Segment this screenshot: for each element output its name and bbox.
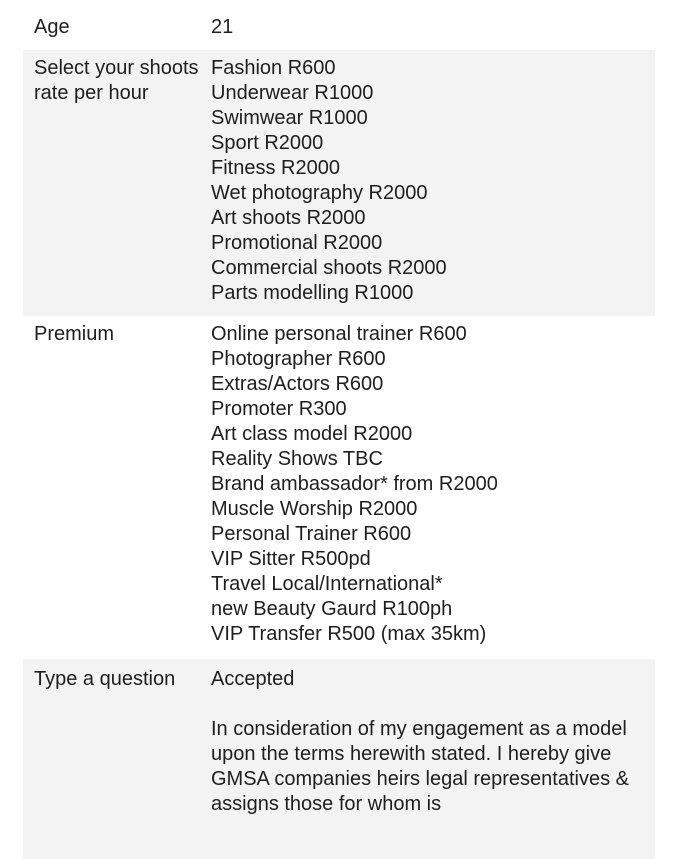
list-item: Muscle Worship R2000 [211,498,418,520]
row-value-age: 21 [211,16,234,38]
row-value-shoot-rates [211,56,655,306]
list-item: Art class model R2000 [211,423,413,445]
row-label-question: Type a question [34,668,176,690]
list-item: Promoter R300 [211,398,347,420]
table-row-age [23,0,655,50]
list-item: Promotional R2000 [211,232,383,254]
list-item: Fashion R600 [211,57,336,79]
row-value-question [211,667,655,859]
list-item: Fitness R2000 [211,157,340,179]
row-label-shoot-rates: Select your shoots rate per hour [34,57,199,104]
list-item: Reality Shows TBC [211,448,383,470]
row-value-premium [211,322,655,647]
list-item: Extras/Actors R600 [211,373,384,395]
list-item: Travel Local/International* [211,573,443,595]
list-item: Swimwear R1000 [211,107,368,129]
terms-paragraph: In consideration of my engagement as a model upon the terms herewith stated. I hereby give GMSA companies heirs legal representatives & assigns those for whom is [211,718,629,815]
list-item: Brand ambassador* from R2000 [211,473,498,495]
list-item: Photographer R600 [211,348,386,370]
table-row-premium [23,316,655,659]
row-label-premium: Premium [34,323,115,345]
list-item: Art shoots R2000 [211,207,366,229]
list-item: Underwear R1000 [211,82,374,104]
form-entry-table [23,0,655,859]
list-item: Online personal trainer R600 [211,323,467,345]
answer-text: Accepted [211,668,295,690]
list-item: Commercial shoots R2000 [211,257,447,279]
list-item: Wet photography R2000 [211,182,428,204]
table-row-shoot-rates [23,50,655,316]
row-label-age: Age [34,16,70,38]
list-item: VIP Transfer R500 (max 35km) [211,623,487,645]
list-item: Personal Trainer R600 [211,523,412,545]
list-item: new Beauty Gaurd R100ph [211,598,453,620]
list-item: Parts modelling R1000 [211,282,414,304]
table-row-question [23,659,655,859]
list-item: Sport R2000 [211,132,324,154]
list-item: VIP Sitter R500pd [211,548,371,570]
